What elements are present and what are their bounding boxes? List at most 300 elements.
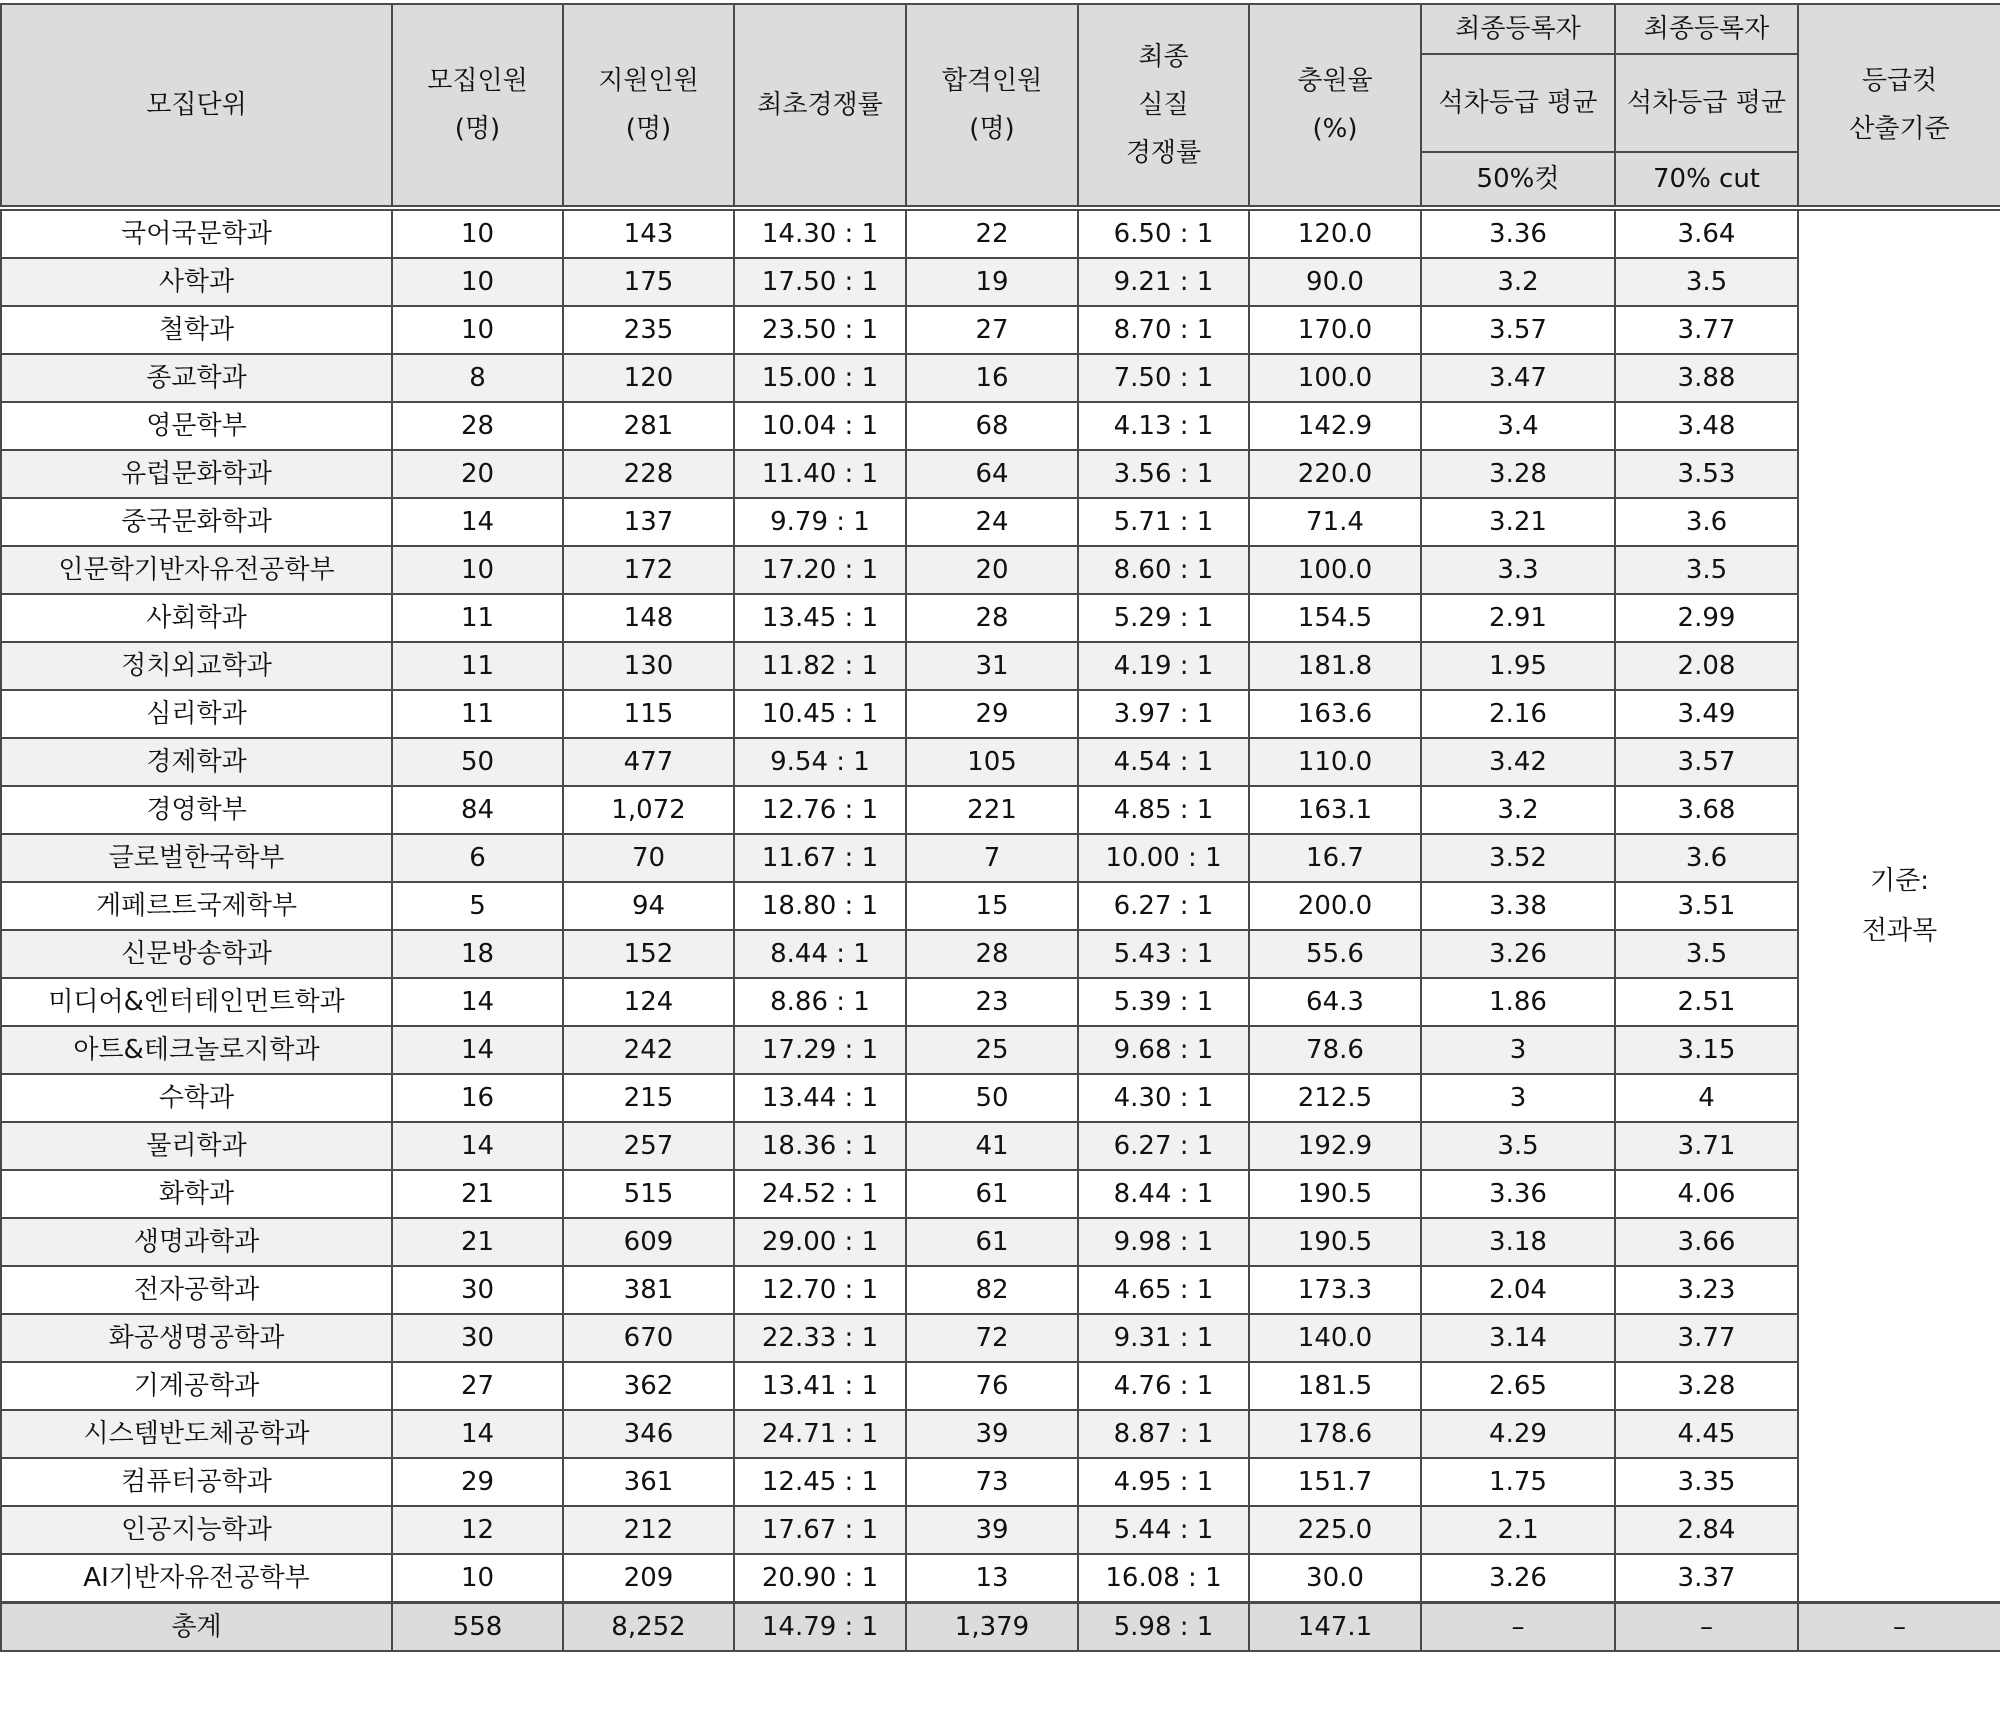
header-applicants: 지원인원 (명) xyxy=(563,4,734,208)
table-cell: 16 xyxy=(392,1074,563,1122)
table-cell: 물리학과 xyxy=(1,1122,392,1170)
table-cell: 24.52 : 1 xyxy=(734,1170,906,1218)
table-cell: 175 xyxy=(563,258,734,306)
table-cell: 152 xyxy=(563,930,734,978)
table-row xyxy=(1,1506,2000,1554)
table-cell: 209 xyxy=(563,1554,734,1603)
table-row xyxy=(1,1554,2000,1603)
table-row xyxy=(1,1266,2000,1314)
header-reg50-top: 최종등록자 xyxy=(1421,4,1615,54)
table-cell: 10 xyxy=(392,258,563,306)
table-cell: 생명과학과 xyxy=(1,1218,392,1266)
table-row xyxy=(1,1026,2000,1074)
table-cell: 235 xyxy=(563,306,734,354)
table-cell: 3.26 xyxy=(1421,1554,1615,1603)
table-cell: 17.29 : 1 xyxy=(734,1026,906,1074)
table-cell: 12.70 : 1 xyxy=(734,1266,906,1314)
table-cell: 22.33 : 1 xyxy=(734,1314,906,1362)
table-row xyxy=(1,258,2000,306)
table-cell: 23.50 : 1 xyxy=(734,306,906,354)
table-cell: 172 xyxy=(563,546,734,594)
table-cell: 362 xyxy=(563,1362,734,1410)
table-row xyxy=(1,208,2000,258)
table-cell: 1,072 xyxy=(563,786,734,834)
table-cell: 5.71 : 1 xyxy=(1078,498,1249,546)
table-cell: 3.23 xyxy=(1615,1266,1798,1314)
table-cell: 515 xyxy=(563,1170,734,1218)
total-cell: 1,379 xyxy=(906,1603,1078,1652)
table-cell: 2.91 xyxy=(1421,594,1615,642)
total-cell: 558 xyxy=(392,1603,563,1652)
header-admitted: 합격인원 (명) xyxy=(906,4,1078,208)
table-cell: 2.08 xyxy=(1615,642,1798,690)
table-cell: 11.67 : 1 xyxy=(734,834,906,882)
total-cell: 147.1 xyxy=(1249,1603,1421,1652)
table-cell: 242 xyxy=(563,1026,734,1074)
total-cell: 총계 xyxy=(1,1603,392,1652)
table-cell: 11.40 : 1 xyxy=(734,450,906,498)
table-cell: 24 xyxy=(906,498,1078,546)
table-cell: 3.2 xyxy=(1421,786,1615,834)
table-cell: 670 xyxy=(563,1314,734,1362)
table-cell: 3.36 xyxy=(1421,1170,1615,1218)
header-reg70-mid: 석차등급 평균 xyxy=(1615,54,1798,152)
table-cell: 29 xyxy=(392,1458,563,1506)
table-cell: 17.20 : 1 xyxy=(734,546,906,594)
table-cell: 215 xyxy=(563,1074,734,1122)
table-cell: 124 xyxy=(563,978,734,1026)
table-cell: 3.14 xyxy=(1421,1314,1615,1362)
table-cell: 142.9 xyxy=(1249,402,1421,450)
table-cell: 477 xyxy=(563,738,734,786)
table-header xyxy=(1,4,2000,208)
table-cell: 화공생명공학과 xyxy=(1,1314,392,1362)
table-cell: 철학과 xyxy=(1,306,392,354)
table-cell: 게페르트국제학부 xyxy=(1,882,392,930)
table-row xyxy=(1,354,2000,402)
table-cell: 30.0 xyxy=(1249,1554,1421,1603)
table-cell: 71.4 xyxy=(1249,498,1421,546)
table-cell: 사회학과 xyxy=(1,594,392,642)
table-cell: 143 xyxy=(563,208,734,258)
table-cell: 4.85 : 1 xyxy=(1078,786,1249,834)
table-cell: 4.29 xyxy=(1421,1410,1615,1458)
table-cell: 31 xyxy=(906,642,1078,690)
table-cell: 3.71 xyxy=(1615,1122,1798,1170)
table-cell: 3.97 : 1 xyxy=(1078,690,1249,738)
table-row xyxy=(1,1314,2000,1362)
table-cell: 컴퓨터공학과 xyxy=(1,1458,392,1506)
table-row xyxy=(1,1362,2000,1410)
table-row xyxy=(1,1074,2000,1122)
table-cell: 3.53 xyxy=(1615,450,1798,498)
table-cell: 225.0 xyxy=(1249,1506,1421,1554)
table-cell: 3 xyxy=(1421,1074,1615,1122)
table-cell: 22 xyxy=(906,208,1078,258)
table-cell: 78.6 xyxy=(1249,1026,1421,1074)
table-cell: 14 xyxy=(392,978,563,1026)
total-cell: – xyxy=(1798,1603,2000,1652)
table-cell: 6.50 : 1 xyxy=(1078,208,1249,258)
table-row xyxy=(1,306,2000,354)
table-cell: 3.4 xyxy=(1421,402,1615,450)
table-cell: 4.76 : 1 xyxy=(1078,1362,1249,1410)
table-cell: 148 xyxy=(563,594,734,642)
table-cell: 신문방송학과 xyxy=(1,930,392,978)
table-cell: 120 xyxy=(563,354,734,402)
table-cell: 130 xyxy=(563,642,734,690)
table-cell: 64.3 xyxy=(1249,978,1421,1026)
table-cell: 1.86 xyxy=(1421,978,1615,1026)
table-cell: 종교학과 xyxy=(1,354,392,402)
table-cell: 346 xyxy=(563,1410,734,1458)
table-cell: 140.0 xyxy=(1249,1314,1421,1362)
table-cell: 14.30 : 1 xyxy=(734,208,906,258)
table-cell: 3.28 xyxy=(1615,1362,1798,1410)
header-final-rate: 최종 실질 경쟁률 xyxy=(1078,4,1249,208)
table-cell: 4.30 : 1 xyxy=(1078,1074,1249,1122)
table-cell: 50 xyxy=(906,1074,1078,1122)
table-cell: 41 xyxy=(906,1122,1078,1170)
table-cell: 8.44 : 1 xyxy=(734,930,906,978)
table-cell: 9.79 : 1 xyxy=(734,498,906,546)
table-cell: 257 xyxy=(563,1122,734,1170)
header-cut-basis: 등급컷 산출기준 xyxy=(1798,4,2000,208)
table-cell: 10 xyxy=(392,546,563,594)
table-row xyxy=(1,978,2000,1026)
table-cell: 2.84 xyxy=(1615,1506,1798,1554)
table-cell: 아트&테크놀로지학과 xyxy=(1,1026,392,1074)
table-cell: 8.86 : 1 xyxy=(734,978,906,1026)
table-cell: 4.95 : 1 xyxy=(1078,1458,1249,1506)
table-cell: 8.60 : 1 xyxy=(1078,546,1249,594)
table-cell: 3.28 xyxy=(1421,450,1615,498)
table-cell: 11 xyxy=(392,690,563,738)
header-initial-rate: 최초경쟁률 xyxy=(734,4,906,208)
cut-basis-note: 기준: 전과목 xyxy=(1798,208,2000,1603)
table-cell: 3.49 xyxy=(1615,690,1798,738)
table-cell: 212 xyxy=(563,1506,734,1554)
table-cell: 4.65 : 1 xyxy=(1078,1266,1249,1314)
total-cell: 8,252 xyxy=(563,1603,734,1652)
table-cell: 39 xyxy=(906,1506,1078,1554)
table-cell: 4 xyxy=(1615,1074,1798,1122)
table-cell: 115 xyxy=(563,690,734,738)
table-cell: 11 xyxy=(392,594,563,642)
table-cell: 3.42 xyxy=(1421,738,1615,786)
table-cell: 7.50 : 1 xyxy=(1078,354,1249,402)
table-cell: 29 xyxy=(906,690,1078,738)
table-cell: 17.50 : 1 xyxy=(734,258,906,306)
table-row xyxy=(1,786,2000,834)
table-cell: 5.29 : 1 xyxy=(1078,594,1249,642)
table-cell: 유럽문화학과 xyxy=(1,450,392,498)
table-cell: 151.7 xyxy=(1249,1458,1421,1506)
table-row xyxy=(1,402,2000,450)
table-cell: 190.5 xyxy=(1249,1170,1421,1218)
table-cell: 16.08 : 1 xyxy=(1078,1554,1249,1603)
table-cell: 3.3 xyxy=(1421,546,1615,594)
table-cell: 3.6 xyxy=(1615,834,1798,882)
table-cell: 100.0 xyxy=(1249,354,1421,402)
table-row xyxy=(1,1458,2000,1506)
table-cell: 2.65 xyxy=(1421,1362,1615,1410)
table-cell: 정치외교학과 xyxy=(1,642,392,690)
table-cell: 10.45 : 1 xyxy=(734,690,906,738)
table-cell: 3.66 xyxy=(1615,1218,1798,1266)
table-cell: 181.5 xyxy=(1249,1362,1421,1410)
table-cell: 28 xyxy=(906,594,1078,642)
table-cell: 21 xyxy=(392,1218,563,1266)
table-row xyxy=(1,1122,2000,1170)
table-cell: 25 xyxy=(906,1026,1078,1074)
table-cell: 609 xyxy=(563,1218,734,1266)
table-cell: 2.04 xyxy=(1421,1266,1615,1314)
table-cell: 3.5 xyxy=(1615,930,1798,978)
table-cell: 170.0 xyxy=(1249,306,1421,354)
table-cell: 경제학과 xyxy=(1,738,392,786)
table-cell: 3.56 : 1 xyxy=(1078,450,1249,498)
table-cell: 수학과 xyxy=(1,1074,392,1122)
table-cell: 3.77 xyxy=(1615,306,1798,354)
table-row xyxy=(1,642,2000,690)
table-cell: 18.36 : 1 xyxy=(734,1122,906,1170)
table-cell: 3.88 xyxy=(1615,354,1798,402)
table-cell: 3.5 xyxy=(1615,258,1798,306)
header-fill-rate: 충원율 (%) xyxy=(1249,4,1421,208)
table-cell: 10.00 : 1 xyxy=(1078,834,1249,882)
table-row xyxy=(1,450,2000,498)
table-cell: 73 xyxy=(906,1458,1078,1506)
table-cell: 221 xyxy=(906,786,1078,834)
table-cell: 중국문화학과 xyxy=(1,498,392,546)
table-cell: 3.51 xyxy=(1615,882,1798,930)
table-row xyxy=(1,834,2000,882)
table-cell: 사학과 xyxy=(1,258,392,306)
table-cell: 20 xyxy=(392,450,563,498)
table-cell: 27 xyxy=(392,1362,563,1410)
table-cell: 220.0 xyxy=(1249,450,1421,498)
table-cell: 100.0 xyxy=(1249,546,1421,594)
table-cell: 361 xyxy=(563,1458,734,1506)
table-cell: 163.1 xyxy=(1249,786,1421,834)
table-cell: 173.3 xyxy=(1249,1266,1421,1314)
table-cell: AI기반자유전공학부 xyxy=(1,1554,392,1603)
table-row xyxy=(1,1170,2000,1218)
table-footer xyxy=(1,1603,2000,1652)
table-cell: 3.26 xyxy=(1421,930,1615,978)
table-cell: 137 xyxy=(563,498,734,546)
table-cell: 23 xyxy=(906,978,1078,1026)
table-cell: 20.90 : 1 xyxy=(734,1554,906,1603)
table-cell: 8.87 : 1 xyxy=(1078,1410,1249,1458)
table-cell: 4.06 xyxy=(1615,1170,1798,1218)
table-cell: 4.19 : 1 xyxy=(1078,642,1249,690)
table-cell: 200.0 xyxy=(1249,882,1421,930)
table-cell: 시스템반도체공학과 xyxy=(1,1410,392,1458)
table-cell: 1.95 xyxy=(1421,642,1615,690)
table-cell: 2.51 xyxy=(1615,978,1798,1026)
table-cell: 9.68 : 1 xyxy=(1078,1026,1249,1074)
table-cell: 4.13 : 1 xyxy=(1078,402,1249,450)
table-cell: 2.1 xyxy=(1421,1506,1615,1554)
table-cell: 16 xyxy=(906,354,1078,402)
table-cell: 82 xyxy=(906,1266,1078,1314)
table-cell: 55.6 xyxy=(1249,930,1421,978)
table-cell: 8.44 : 1 xyxy=(1078,1170,1249,1218)
table-cell: 90.0 xyxy=(1249,258,1421,306)
table-cell: 190.5 xyxy=(1249,1218,1421,1266)
table-cell: 3.5 xyxy=(1615,546,1798,594)
table-cell: 9.98 : 1 xyxy=(1078,1218,1249,1266)
table-cell: 7 xyxy=(906,834,1078,882)
table-cell: 미디어&엔터테인먼트학과 xyxy=(1,978,392,1026)
table-cell: 3.36 xyxy=(1421,208,1615,258)
admission-results-table xyxy=(0,3,2000,1652)
table-cell: 281 xyxy=(563,402,734,450)
table-row xyxy=(1,690,2000,738)
table-cell: 21 xyxy=(392,1170,563,1218)
header-reg50-bot: 50%컷 xyxy=(1421,152,1615,208)
table-cell: 15.00 : 1 xyxy=(734,354,906,402)
table-cell: 3.47 xyxy=(1421,354,1615,402)
table-row xyxy=(1,738,2000,786)
table-cell: 3.18 xyxy=(1421,1218,1615,1266)
header-quota: 모집인원 (명) xyxy=(392,4,563,208)
table-cell: 27 xyxy=(906,306,1078,354)
table-cell: 3.2 xyxy=(1421,258,1615,306)
table-cell: 68 xyxy=(906,402,1078,450)
table-cell: 181.8 xyxy=(1249,642,1421,690)
table-cell: 3 xyxy=(1421,1026,1615,1074)
table-cell: 9.54 : 1 xyxy=(734,738,906,786)
table-cell: 9.31 : 1 xyxy=(1078,1314,1249,1362)
table-row xyxy=(1,498,2000,546)
table-cell: 30 xyxy=(392,1266,563,1314)
table-cell: 국어국문학과 xyxy=(1,208,392,258)
table-cell: 10 xyxy=(392,306,563,354)
table-cell: 인공지능학과 xyxy=(1,1506,392,1554)
table-cell: 9.21 : 1 xyxy=(1078,258,1249,306)
table-cell: 14 xyxy=(392,1122,563,1170)
header-reg70-bot: 70% cut xyxy=(1615,152,1798,208)
table-cell: 110.0 xyxy=(1249,738,1421,786)
table-cell: 6.27 : 1 xyxy=(1078,882,1249,930)
table-cell: 12 xyxy=(392,1506,563,1554)
table-cell: 심리학과 xyxy=(1,690,392,738)
table-cell: 기계공학과 xyxy=(1,1362,392,1410)
table-cell: 61 xyxy=(906,1218,1078,1266)
table-row xyxy=(1,1410,2000,1458)
table-cell: 1.75 xyxy=(1421,1458,1615,1506)
table-cell: 전자공학과 xyxy=(1,1266,392,1314)
table-cell: 3.52 xyxy=(1421,834,1615,882)
table-cell: 6 xyxy=(392,834,563,882)
table-cell: 3.15 xyxy=(1615,1026,1798,1074)
table-cell: 212.5 xyxy=(1249,1074,1421,1122)
table-cell: 13.45 : 1 xyxy=(734,594,906,642)
table-cell: 3.37 xyxy=(1615,1554,1798,1603)
table-cell: 11.82 : 1 xyxy=(734,642,906,690)
table-cell: 14 xyxy=(392,1026,563,1074)
table-cell: 영문학부 xyxy=(1,402,392,450)
table-cell: 178.6 xyxy=(1249,1410,1421,1458)
table-cell: 64 xyxy=(906,450,1078,498)
table-cell: 3.77 xyxy=(1615,1314,1798,1362)
table-row xyxy=(1,930,2000,978)
table-cell: 381 xyxy=(563,1266,734,1314)
table-cell: 154.5 xyxy=(1249,594,1421,642)
table-cell: 4.54 : 1 xyxy=(1078,738,1249,786)
table-cell: 경영학부 xyxy=(1,786,392,834)
table-cell: 2.99 xyxy=(1615,594,1798,642)
header-unit: 모집단위 xyxy=(1,4,392,208)
header-reg50-mid: 석차등급 평균 xyxy=(1421,54,1615,152)
table-cell: 76 xyxy=(906,1362,1078,1410)
total-cell: – xyxy=(1615,1603,1798,1652)
table-cell: 3.57 xyxy=(1615,738,1798,786)
table-cell: 12.45 : 1 xyxy=(734,1458,906,1506)
table-cell: 3.64 xyxy=(1615,208,1798,258)
table-cell: 94 xyxy=(563,882,734,930)
table-row xyxy=(1,546,2000,594)
table-cell: 50 xyxy=(392,738,563,786)
table-cell: 105 xyxy=(906,738,1078,786)
table-cell: 163.6 xyxy=(1249,690,1421,738)
table-cell: 3.38 xyxy=(1421,882,1615,930)
table-cell: 5.44 : 1 xyxy=(1078,1506,1249,1554)
table-cell: 8.70 : 1 xyxy=(1078,306,1249,354)
table-cell: 글로벌한국학부 xyxy=(1,834,392,882)
total-cell: – xyxy=(1421,1603,1615,1652)
table-cell: 30 xyxy=(392,1314,563,1362)
table-cell: 18 xyxy=(392,930,563,978)
table-cell: 10 xyxy=(392,1554,563,1603)
table-cell: 19 xyxy=(906,258,1078,306)
table-body xyxy=(1,208,2000,1603)
table-cell: 3.57 xyxy=(1421,306,1615,354)
total-row xyxy=(1,1603,2000,1652)
table-cell: 4.45 xyxy=(1615,1410,1798,1458)
table-cell: 3.35 xyxy=(1615,1458,1798,1506)
table-cell: 5.39 : 1 xyxy=(1078,978,1249,1026)
table-cell: 화학과 xyxy=(1,1170,392,1218)
table-cell: 2.16 xyxy=(1421,690,1615,738)
table-cell: 3.21 xyxy=(1421,498,1615,546)
table-cell: 5.43 : 1 xyxy=(1078,930,1249,978)
table-cell: 29.00 : 1 xyxy=(734,1218,906,1266)
table-row xyxy=(1,882,2000,930)
table-cell: 6.27 : 1 xyxy=(1078,1122,1249,1170)
table-cell: 12.76 : 1 xyxy=(734,786,906,834)
table-cell: 5 xyxy=(392,882,563,930)
table-cell: 61 xyxy=(906,1170,1078,1218)
table-cell: 3.6 xyxy=(1615,498,1798,546)
table-cell: 14 xyxy=(392,1410,563,1458)
table-cell: 3.5 xyxy=(1421,1122,1615,1170)
table-cell: 10 xyxy=(392,208,563,258)
table-cell: 70 xyxy=(563,834,734,882)
table-cell: 인문학기반자유전공학부 xyxy=(1,546,392,594)
table-cell: 16.7 xyxy=(1249,834,1421,882)
table-cell: 14 xyxy=(392,498,563,546)
table-cell: 228 xyxy=(563,450,734,498)
table-cell: 120.0 xyxy=(1249,208,1421,258)
table-cell: 11 xyxy=(392,642,563,690)
total-cell: 5.98 : 1 xyxy=(1078,1603,1249,1652)
table-row xyxy=(1,1218,2000,1266)
table-cell: 13 xyxy=(906,1554,1078,1603)
